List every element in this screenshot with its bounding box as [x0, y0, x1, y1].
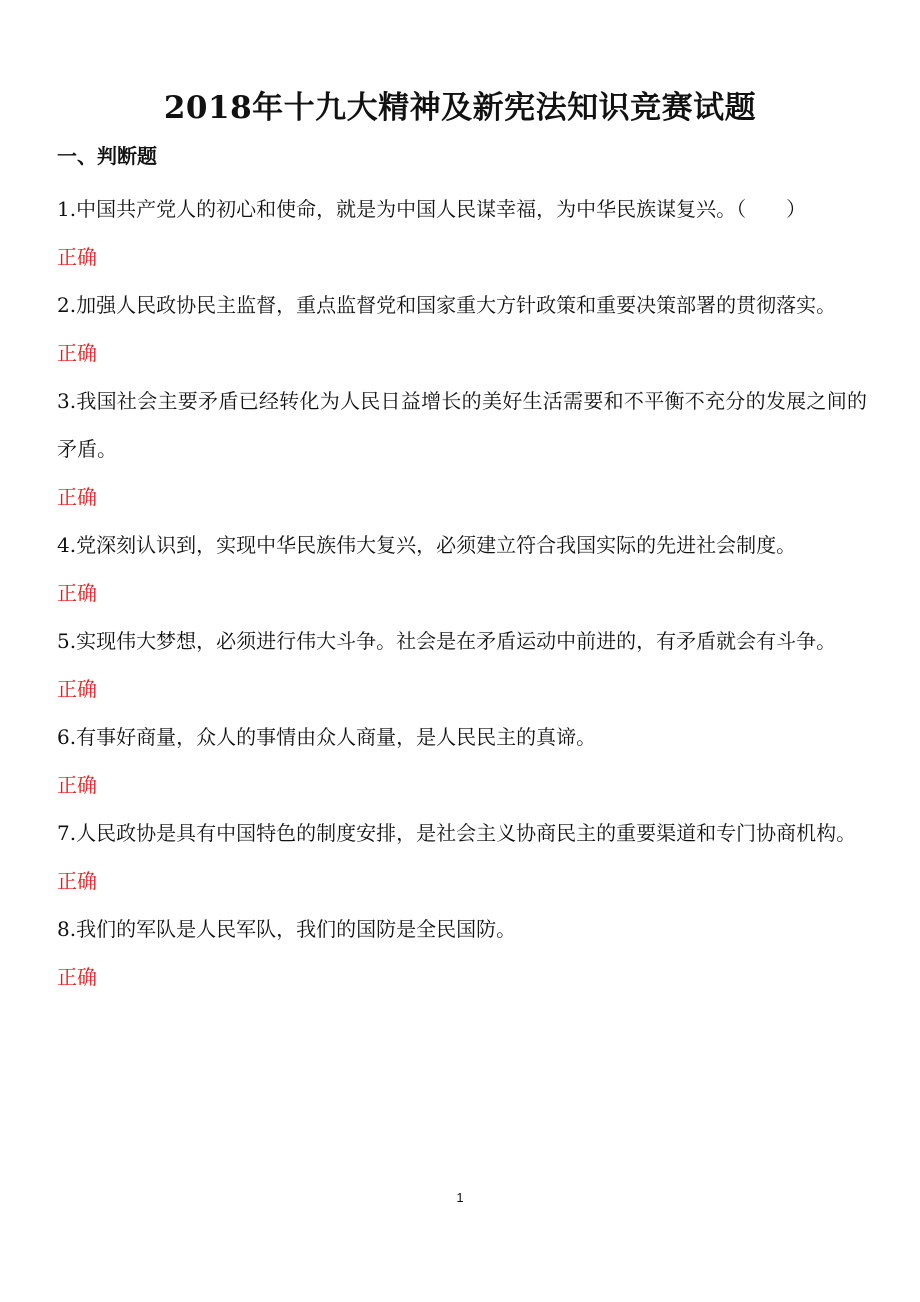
- page-number: 1: [456, 1190, 464, 1205]
- question-item: [57, 809, 867, 905]
- question-item: [57, 377, 867, 521]
- question-text: 3.我国社会主要矛盾已经转化为人民日益增长的美好生活需要和不平衡不充分的发展之间的矛盾。: [57, 389, 867, 461]
- question-answer: 正确: [57, 965, 97, 989]
- question-answer: 正确: [57, 677, 97, 701]
- question-text: 2.加强人民政协民主监督，重点监督党和国家重大方针政策和重要决策部署的贯彻落实。: [57, 293, 837, 317]
- section-heading: 一、判断题: [57, 144, 157, 168]
- question-text: 5.实现伟大梦想，必须进行伟大斗争。社会是在矛盾运动中前进的，有矛盾就会有斗争。: [57, 629, 837, 653]
- question-answer: 正确: [57, 869, 97, 893]
- question-text: 1.中国共产党人的初心和使命，就是为中国人民谋幸福，为中华民族谋复兴。（ ）: [57, 197, 807, 221]
- document-title: 2018年十九大精神及新宪法知识竞赛试题: [163, 90, 757, 126]
- question-item: [57, 281, 867, 377]
- question-item: [57, 521, 867, 617]
- question-item: [57, 185, 867, 281]
- question-answer: 正确: [57, 485, 97, 509]
- question-item: [57, 617, 867, 713]
- question-text: 6.有事好商量，众人的事情由众人商量，是人民民主的真谛。: [57, 725, 597, 749]
- question-answer: 正确: [57, 341, 97, 365]
- question-text: 7.人民政协是具有中国特色的制度安排，是社会主义协商民主的重要渠道和专门协商机构。: [57, 821, 857, 845]
- question-list: [57, 185, 867, 1001]
- question-text: 4.党深刻认识到，实现中华民族伟大复兴，必须建立符合我国实际的先进社会制度。: [57, 533, 797, 557]
- question-answer: 正确: [57, 581, 97, 605]
- question-answer: 正确: [57, 773, 97, 797]
- question-text: 8.我们的军队是人民军队，我们的国防是全民国防。: [57, 917, 517, 941]
- question-item: [57, 905, 867, 1001]
- question-answer: 正确: [57, 245, 97, 269]
- question-item: [57, 713, 867, 809]
